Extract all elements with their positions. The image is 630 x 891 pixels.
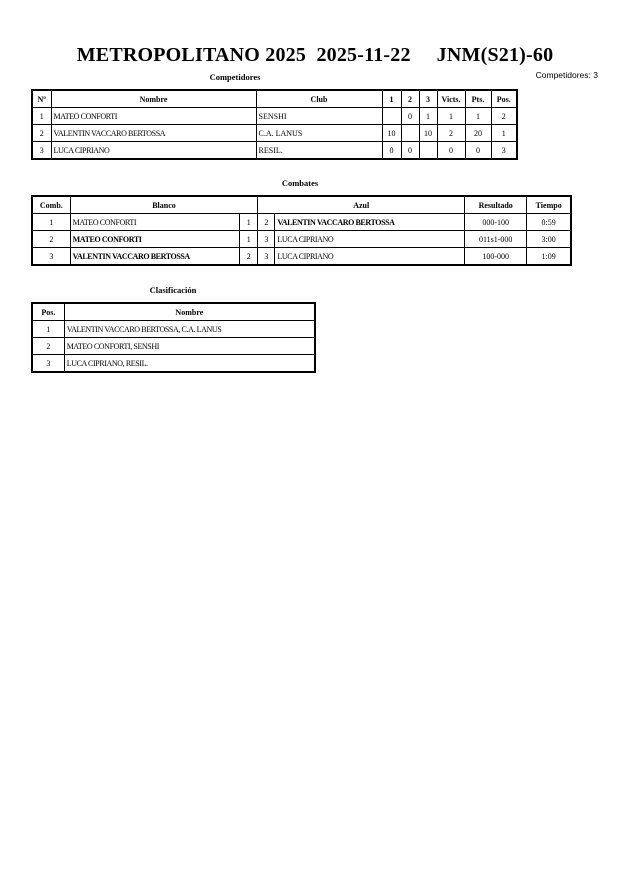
round-1-score: 0 [382,142,401,160]
round-2-score: 0 [401,108,419,125]
combat-number: 1 [32,214,70,231]
table-row [32,338,315,355]
round-3-score: 10 [419,125,437,142]
col-header-time: Tiempo [527,196,571,214]
competitors-count: Competidores: 3 [535,70,598,80]
position: 3 [491,142,517,160]
col-header-combat: Comb. [32,196,70,214]
competitor-number: 3 [32,142,51,160]
table-row [32,231,571,248]
competitor-name: MATEO CONFORTI [51,108,256,125]
combat-time: 1:09 [527,248,571,266]
col-header-round-1: 1 [382,90,401,108]
classification-section-title: Clasificación [149,285,197,295]
classification-table [31,302,316,373]
combat-result: 100-000 [465,248,527,266]
competitors-table [31,89,518,160]
col-header-position: Pos. [32,303,64,321]
col-header-white: Blanco [70,196,258,214]
col-header-round-3: 3 [419,90,437,108]
white-competitor: VALENTIN VACCARO BERTOSSA [70,248,240,266]
blue-competitor: LUCA CIPRIANO [275,248,465,266]
table-row [32,125,517,142]
page-title: METROPOLITANO 2025 2025-11-22 JNM(S21)-60 [76,44,554,66]
combats-section-title: Combates [281,178,319,188]
white-competitor-number: 2 [240,248,258,266]
classification-name: MATEO CONFORTI, SENSHI [64,338,315,355]
round-1-score: 10 [382,125,401,142]
col-header-blue: Azul [258,196,465,214]
white-competitor: MATEO CONFORTI [70,231,240,248]
classification-name: VALENTIN VACCARO BERTOSSA, C.A. LANUS [64,321,315,338]
victories: 1 [437,108,465,125]
combat-number: 3 [32,248,70,266]
table-row [32,321,315,338]
points: 0 [465,142,491,160]
combat-number: 2 [32,231,70,248]
white-competitor-number: 1 [240,214,258,231]
table-row [32,355,315,373]
white-competitor-number: 1 [240,231,258,248]
classification-header-row [32,303,315,321]
blue-competitor-number: 2 [258,214,275,231]
col-header-points: Pts. [465,90,491,108]
col-header-number: Nº [32,90,51,108]
table-row [32,214,571,231]
col-header-victories: Victs. [437,90,465,108]
table-row [32,108,517,125]
round-3-score [419,142,437,160]
col-header-position: Pos. [491,90,517,108]
combat-time: 0:59 [527,214,571,231]
victories: 0 [437,142,465,160]
competitor-name: LUCA CIPRIANO [51,142,256,160]
classification-name: LUCA CIPRIANO, RESIL. [64,355,315,373]
competitors-header-row [32,90,517,108]
combat-time: 3:00 [527,231,571,248]
round-2-score: 0 [401,142,419,160]
round-1-score [382,108,401,125]
classification-position: 1 [32,321,64,338]
competitor-number: 2 [32,125,51,142]
classification-position: 3 [32,355,64,373]
competitor-name: VALENTIN VACCARO BERTOSSA [51,125,256,142]
competitor-club: C.A. LANUS [256,125,382,142]
points: 1 [465,108,491,125]
competitor-club: RESIL. [256,142,382,160]
white-competitor: MATEO CONFORTI [70,214,240,231]
col-header-result: Resultado [465,196,527,214]
victories: 2 [437,125,465,142]
combats-table [31,195,572,266]
blue-competitor-number: 3 [258,231,275,248]
col-header-name: Nombre [51,90,256,108]
competitor-number: 1 [32,108,51,125]
combat-result: 011s1-000 [465,231,527,248]
position: 1 [491,125,517,142]
blue-competitor: VALENTIN VACCARO BERTOSSA [275,214,465,231]
col-header-round-2: 2 [401,90,419,108]
col-header-name: Nombre [64,303,315,321]
table-row [32,248,571,266]
table-row [32,142,517,160]
combat-result: 000-100 [465,214,527,231]
combats-header-row [32,196,571,214]
blue-competitor: LUCA CIPRIANO [275,231,465,248]
round-2-score [401,125,419,142]
blue-competitor-number: 3 [258,248,275,266]
classification-position: 2 [32,338,64,355]
position: 2 [491,108,517,125]
competitors-section-title: Competidores [209,72,261,82]
competitor-club: SENSHI [256,108,382,125]
round-3-score: 1 [419,108,437,125]
col-header-club: Club [256,90,382,108]
points: 20 [465,125,491,142]
